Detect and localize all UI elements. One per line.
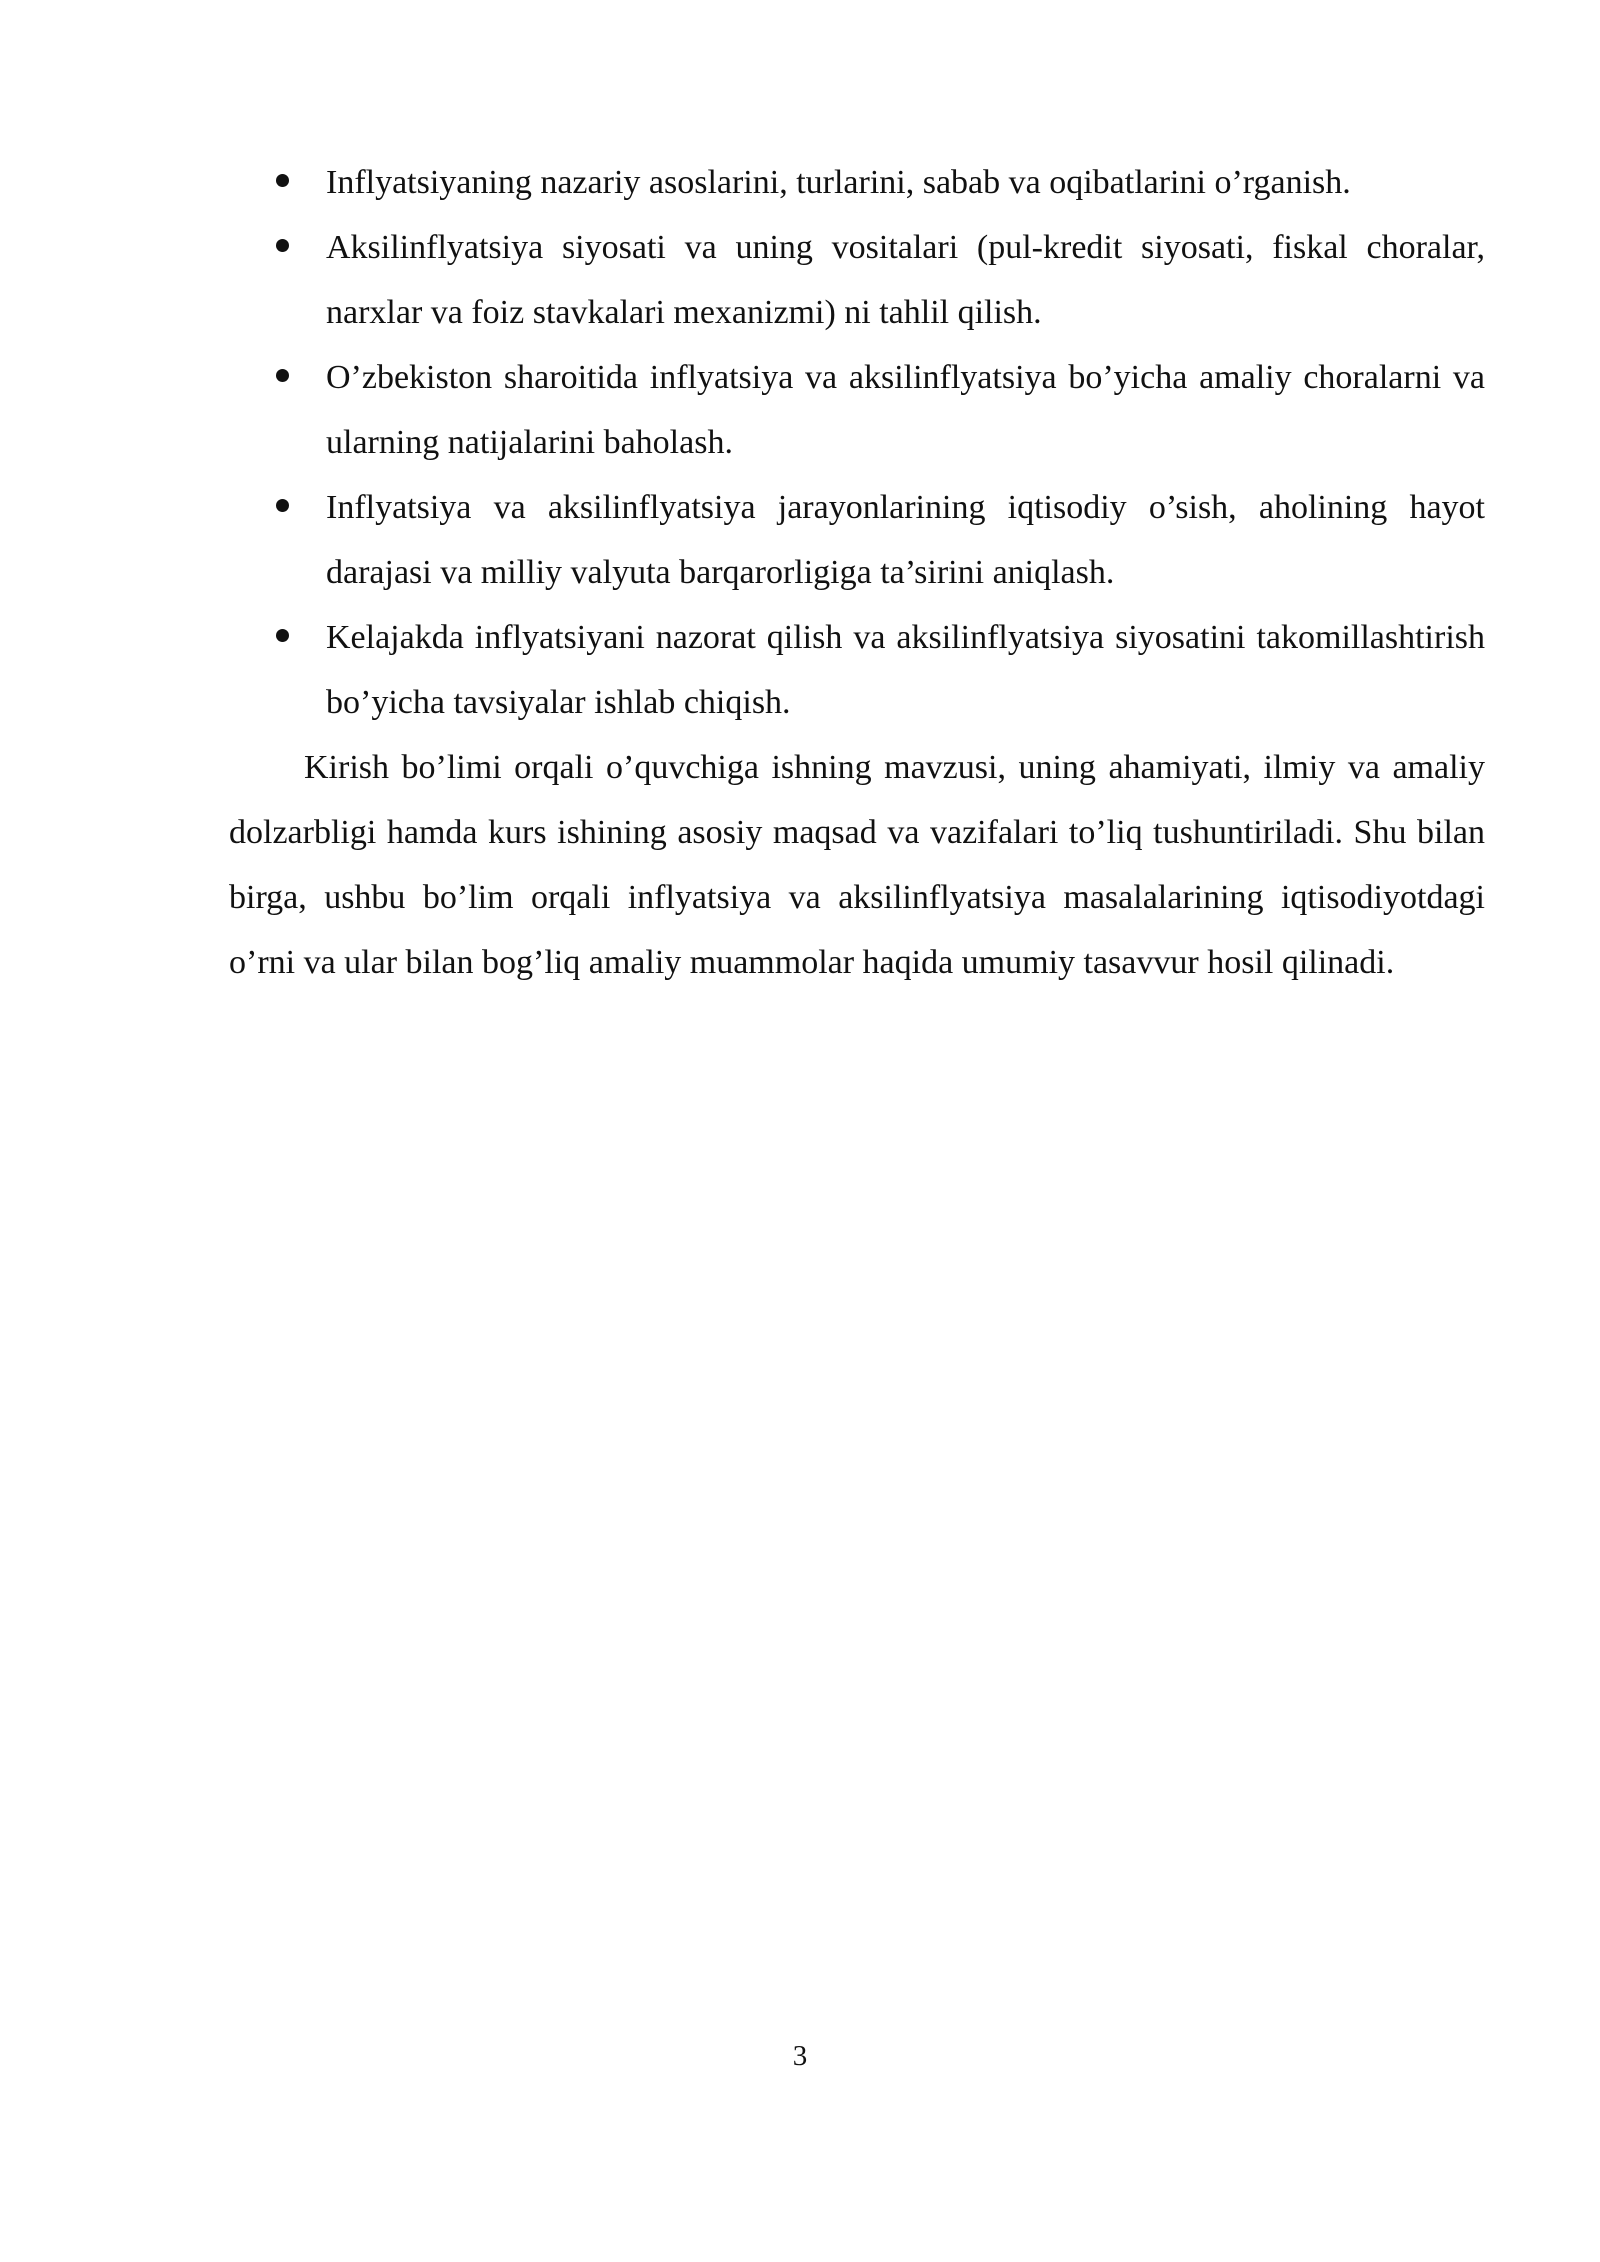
list-item-text: Inflyatsiya va aksilinflyatsiya jarayonlarining iqtisodiy o’sish, aholining hayot darajasi va milliy valyuta barqarorligiga ta’sirini aniqlash. — [326, 489, 1485, 591]
bullet-icon — [276, 499, 289, 512]
list-item — [229, 345, 1485, 475]
page-number: 3 — [792, 2040, 808, 2072]
list-item — [229, 215, 1485, 345]
list-item — [229, 605, 1485, 735]
list-item — [229, 150, 1485, 215]
bullet-icon — [276, 369, 289, 382]
bullet-icon — [276, 629, 289, 642]
list-item-text: O’zbekiston sharoitida inflyatsiya va aksilinflyatsiya bo’yicha amaliy choralarni va ularning natijalarini baholash. — [326, 359, 1485, 461]
list-item-text: Kelajakda inflyatsiyani nazorat qilish va aksilinflyatsiya siyosatini takomillashtirish bo’yicha tavsiyalar ishlab chiqish. — [326, 619, 1485, 721]
intro-paragraph: Kirish bo’limi orqali o’quvchiga ishning mavzusi, uning ahamiyati, ilmiy va amaliy dolzarbligi hamda kurs ishining asosiy maqsad va vazifalari to’liq tushuntiriladi. Shu bilan birga, ushbu bo’lim orqali inflyatsiya va aksilinflyatsiya masalalarining iqtisodiyotdagi o’rni va ular bilan bog’liq amaliy muammolar haqida umumiy tasavvur hosil qilinadi. — [229, 749, 1485, 981]
list-item-text: Inflyatsiyaning nazariy asoslarini, turlarini, sabab va oqibatlarini o’rganish. — [326, 164, 1351, 201]
list-item-text: Aksilinflyatsiya siyosati va uning vositalari (pul-kredit siyosati, fiskal choralar, narxlar va foiz stavkalari mexanizmi) ni tahlil qilish. — [326, 229, 1485, 331]
list-item — [229, 475, 1485, 605]
bullet-icon — [276, 239, 289, 252]
bullet-icon — [276, 174, 289, 187]
objectives-list — [229, 150, 1485, 735]
page-content — [229, 150, 1485, 995]
